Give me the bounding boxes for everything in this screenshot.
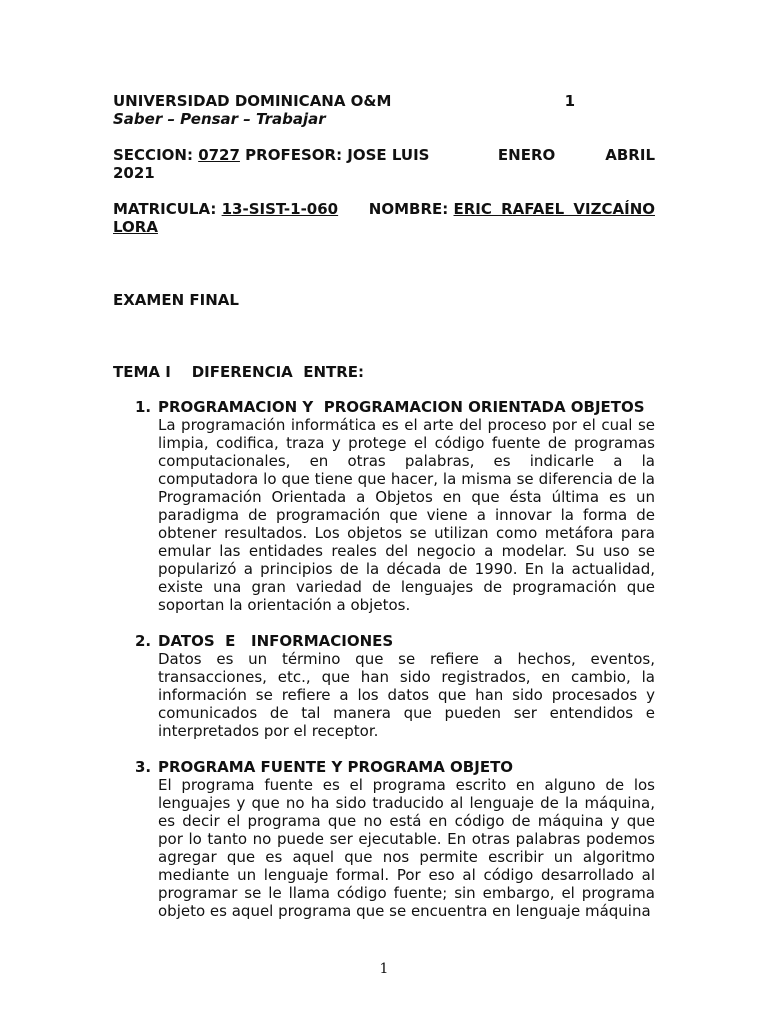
- spacer: [113, 381, 655, 398]
- term-months: [498, 146, 655, 164]
- question-number: 1.: [135, 398, 152, 416]
- question-answer: El programa fuente es el programa escrito en alguno de los lenguajes y que no ha sido traducido al lenguaje de la máquina, es decir el programa que no está en código de máquina y que por lo tanto no puede ser ejecutable. En otras palabras podemos agregar que es aquel que nos permite escribir un algoritmo mediante un lenguaje formal. Por eso al código desarrollado al programar se le llama código fuente; sin embargo, el programa objeto es aquel programa que se encuentra en lenguaje máquina: [158, 776, 655, 920]
- exam-title: EXAMEN FINAL: [113, 291, 239, 309]
- question-heading: DATOS E INFORMACIONES: [158, 632, 394, 650]
- term-year: 2021: [113, 164, 155, 182]
- question-number: 3.: [135, 758, 152, 776]
- month-end: ABRIL: [605, 146, 655, 164]
- name-value: ERIC RAFAEL VIZCAÍNO: [453, 200, 655, 218]
- professor-label: PROFESOR: JOSE LUIS: [245, 146, 430, 164]
- section-line: [113, 146, 655, 164]
- question-heading: PROGRAMACION Y PROGRAMACION ORIENTADA OBJETOS: [158, 398, 645, 416]
- theme-title: TEMA I DIFERENCIA ENTRE:: [113, 363, 365, 381]
- question-item-1: [113, 398, 655, 614]
- page-footer-number: 1: [379, 961, 389, 977]
- name-label: NOMBRE:: [368, 200, 449, 218]
- name-value-continued: LORA: [113, 218, 158, 236]
- spacer: [113, 309, 655, 363]
- section-label: SECCION:: [113, 146, 193, 164]
- matricula-value: 13-SIST-1-060: [221, 200, 339, 218]
- motto: [113, 110, 655, 128]
- student-line: [113, 200, 655, 218]
- spacer: [113, 128, 655, 146]
- question-heading: PROGRAMA FUENTE Y PROGRAMA OBJETO: [158, 758, 514, 776]
- motto-text: Saber – Pensar – Trabajar: [113, 110, 326, 128]
- page-marker: 1: [564, 92, 575, 110]
- question-answer: Datos es un término que se refiere a hechos, eventos, transacciones, etc., que han sido registrados, en cambio, la información se refiere a los datos que han sido procesados y comunicados de tal manera que pueden ser entendidos e interpretados por el receptor.: [158, 650, 655, 740]
- question-number: 2.: [135, 632, 152, 650]
- question-item-2: [113, 632, 655, 740]
- question-item-3: [113, 758, 655, 920]
- section-info: [113, 146, 429, 164]
- spacer: [113, 182, 655, 200]
- section-number: 0727: [198, 146, 240, 164]
- month-start: ENERO: [497, 146, 556, 164]
- university-name: UNIVERSIDAD DOMINICANA O&M: [113, 92, 392, 110]
- spacer: [113, 236, 655, 291]
- matricula-info: [113, 200, 338, 218]
- matricula-label: MATRICULA:: [113, 200, 217, 218]
- document-content: [113, 92, 655, 920]
- name-info: [369, 200, 655, 218]
- header-row: [113, 92, 655, 110]
- question-list: [113, 398, 655, 920]
- question-answer: La programación informática es el arte del proceso por el cual se limpia, codifica, traza y protege el código fuente de programas computacionales, en otras palabras, es indicarle a la computadora lo que tiene que hacer, la misma se diferencia de la Programación Orientada a Objetos en que ésta última es un paradigma de programación que viene a innovar la forma de obtener resultados. Los objetos se utilizan como metáfora para emular las entidades reales del negocio a modelar. Su uso se popularizó a principios de la década de 1990. En la actualidad, existe una gran variedad de lenguajes de programación que soportan la orientación a objetos.: [158, 416, 655, 614]
